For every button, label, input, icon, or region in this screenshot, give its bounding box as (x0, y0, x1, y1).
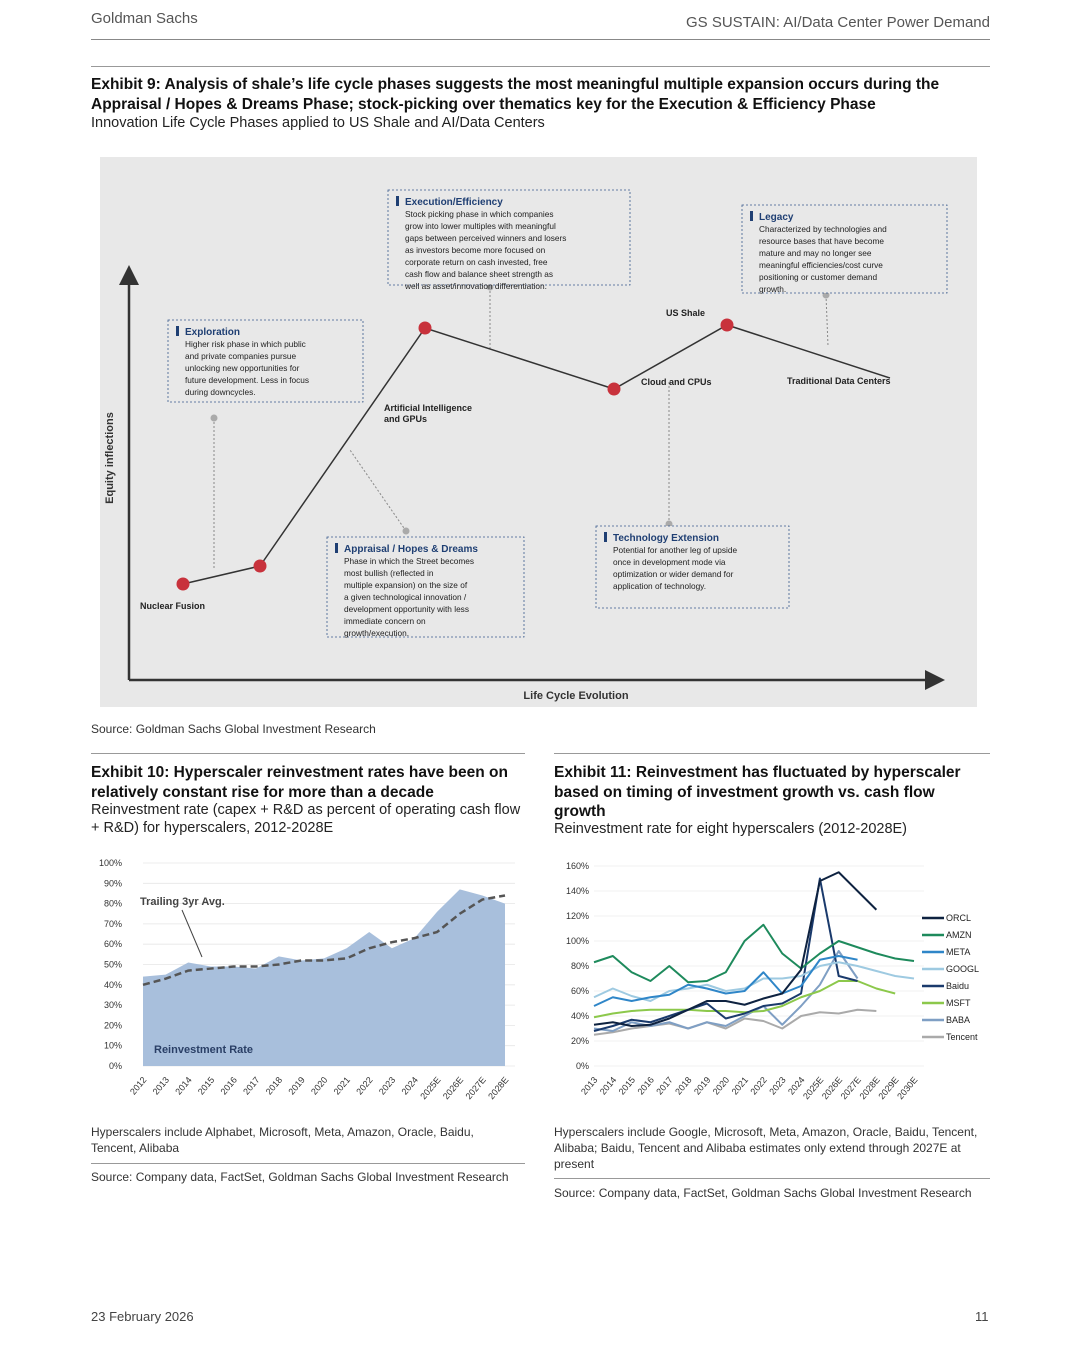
x-tick-label: 2019 (691, 1074, 713, 1097)
legend-label: MSFT (946, 998, 971, 1008)
box-marker (176, 326, 179, 336)
exhibit11-source-rule (554, 1178, 990, 1179)
legacy-box (742, 205, 947, 294)
x-tick-label: 2021 (729, 1074, 751, 1097)
exhibit11-source: Source: Company data, FactSet, Goldman Sachs Global Investment Research (554, 1186, 972, 1200)
execution-box (388, 190, 630, 291)
legend-label: AMZN (946, 930, 972, 940)
trailing-avg-label: Trailing 3yr Avg. (140, 896, 225, 908)
y-tick-label: 100% (565, 936, 589, 946)
box-title: Legacy (759, 212, 794, 223)
legend-label: ORCL (946, 913, 972, 923)
x-tick-label: 2012 (127, 1074, 149, 1097)
exhibit10-subtitle: Reinvestment rate (capex + R&D as percent of operating cash flow + R&D) for hyperscalers, 2012-2028E (91, 802, 521, 836)
box-title: Execution/Efficiency (405, 197, 503, 208)
x-tick-label: 2015 (195, 1074, 217, 1097)
cloud-cpus-label: Cloud and CPUs (641, 377, 712, 387)
x-tick-label: 2028E (857, 1074, 882, 1102)
exhibit10-source-rule (91, 1163, 525, 1164)
series-line-amzn (594, 925, 914, 983)
x-tick-label: 2027E (838, 1074, 864, 1102)
x-tick-label: 2021 (331, 1074, 353, 1097)
exploration-anchor-dot (211, 415, 218, 422)
x-tick-label: 2025E (418, 1074, 443, 1102)
x-tick-label: 2027E (463, 1074, 488, 1102)
exhibit11-subtitle: Reinvestment rate for eight hyperscalers (2012-2028E) (554, 821, 908, 837)
y-tick-label: 40% (103, 979, 122, 990)
x-tick-label: 2028E (486, 1074, 511, 1102)
y-tick-label: 10% (103, 1040, 122, 1051)
box-marker (604, 532, 607, 542)
y-tick-label: 80% (103, 898, 122, 909)
reinvestment-area (143, 889, 505, 1066)
y-tick-label: 20% (103, 1020, 122, 1031)
exhibit9-title: Exhibit 9: Analysis of shale’s life cycle phases suggests the most meaningful multiple expansion occurs during the Appraisal / Hopes & Dreams Phase; stock-picking over thematics key for the Execution & Efficiency Phase (91, 76, 940, 113)
nuclear-fusion-label: Nuclear Fusion (140, 601, 206, 611)
x-tick-label: 2013 (578, 1074, 600, 1097)
x-tick-label: 2024 (786, 1074, 807, 1097)
x-tick-label: 2016 (635, 1074, 657, 1097)
legend-label: Baidu (946, 981, 970, 991)
y-tick-label: 80% (570, 961, 589, 971)
ai-gpus-label: Artificial Intelligence and GPUs (384, 403, 473, 424)
pre-ai-point (254, 560, 267, 573)
y-tick-label: 70% (103, 918, 122, 929)
y-tick-label: 60% (570, 986, 589, 996)
y-tick-label: 0% (108, 1061, 122, 1071)
exhibit11-title: Exhibit 11: Reinvestment has fluctuated by hyperscaler based on timing of investment growth vs. cash flow growth (554, 764, 961, 820)
exhibit11-note: Hyperscalers include Google, Microsoft, Meta, Amazon, Oracle, Baidu, Tencent, Alibaba; Baidu, Tencent and Alibaba estimates only extend through 2027E at present (554, 1125, 978, 1171)
footer-date: 23 February 2026 (91, 1309, 194, 1324)
box-body: Characterized by technologies and resource bases that have become mature and may no longer see meaningful efficiencies/cost curve positioning or customer demand growth. (759, 224, 887, 294)
y-tick-label: 0% (575, 1061, 589, 1071)
appraisal-anchor-dot (403, 528, 410, 535)
x-tick-label: 2015 (616, 1074, 638, 1097)
cloud-cpus-point (608, 383, 621, 396)
appraisal-box (327, 537, 524, 638)
x-tick-label: 2022 (748, 1074, 769, 1097)
exhibit9-source: Source: Goldman Sachs Global Investment Research (91, 722, 376, 736)
y-tick-label: 160% (565, 861, 589, 871)
exhibit11-top-rule (554, 753, 990, 754)
x-tick-label: 2018 (263, 1074, 285, 1097)
y-tick-label: 30% (103, 1000, 122, 1011)
legend-label: GOOGL (946, 964, 980, 974)
legend-label: Tencent (946, 1032, 978, 1042)
page-number: 11 (975, 1309, 989, 1324)
traditional-dc-label: Traditional Data Centers (787, 376, 891, 386)
x-tick-label: 2029E (876, 1074, 901, 1102)
y-tick-label: 140% (565, 886, 589, 896)
exhibit10-note: Hyperscalers include Alphabet, Microsoft, Meta, Amazon, Oracle, Baidu, Tencent, Alibaba (91, 1125, 474, 1155)
legend-label: META (946, 947, 971, 957)
y-tick-label: 120% (565, 911, 589, 921)
exploration-box (168, 320, 363, 402)
legacy-connector (826, 295, 828, 346)
exhibit10-top-rule (91, 753, 525, 754)
x-tick-label: 2025E (801, 1074, 826, 1102)
box-body: Higher risk phase in which public and private companies pursue unlocking new opportunities for future development. Less in focus during downcycles. (185, 339, 310, 397)
x-tick-label: 2019 (286, 1074, 307, 1097)
x-tick-label: 2030E (895, 1074, 920, 1102)
box-marker (396, 196, 399, 206)
legend-label: BABA (946, 1015, 971, 1025)
series-line-meta (594, 956, 858, 1006)
box-marker (335, 543, 338, 553)
exhibit9-subtitle: Innovation Life Cycle Phases applied to US Shale and AI/Data Centers (91, 115, 545, 131)
extension-box (596, 526, 789, 608)
reinvestment-area-chart (91, 850, 525, 1110)
x-tick-label: 2026E (819, 1074, 845, 1102)
trailing-avg-pointer (182, 910, 202, 957)
reinvestment-rate-label: Reinvestment Rate (154, 1044, 254, 1056)
x-tick-label: 2022 (354, 1074, 375, 1097)
y-tick-label: 40% (570, 1011, 589, 1021)
box-title: Appraisal / Hopes & Dreams (344, 544, 478, 555)
x-tick-label: 2014 (173, 1074, 194, 1097)
x-tick-label: 2020 (308, 1074, 330, 1097)
us-shale-label: US Shale (666, 308, 706, 318)
ai-gpus-point (419, 322, 432, 335)
box-title: Technology Extension (613, 533, 719, 544)
y-tick-label: 60% (103, 939, 122, 950)
x-tick-label: 2017 (654, 1074, 675, 1097)
x-tick-label: 2014 (597, 1074, 619, 1097)
x-tick-label: 2023 (767, 1074, 788, 1097)
exhibit10-source: Source: Company data, FactSet, Goldman Sachs Global Investment Research (91, 1170, 509, 1184)
y-axis-label: Equity inflections (104, 412, 116, 504)
x-tick-label: 2013 (150, 1074, 172, 1097)
y-tick-label: 20% (570, 1036, 589, 1046)
x-tick-label: 2023 (376, 1074, 398, 1097)
x-tick-label: 2026E (440, 1074, 466, 1102)
exhibit10-title: Exhibit 10: Hyperscaler reinvestment rates have been on relatively constant rise for more than a decade (91, 764, 508, 801)
x-tick-label: 2020 (710, 1074, 732, 1097)
box-body: Stock picking phase in which companies grow into lower multiples with meaningful gaps between perceived winners and losers as investors become more focused on corporate return on cash invested, free cash flow and balance sheet strength as well as asset/innovation differentiation. (405, 209, 567, 291)
x-tick-label: 2024 (399, 1074, 421, 1097)
box-body: Phase in which the Street becomes most bullish (reflected in multiple expansion) on the size of a given technological innovation / development opportunity with less immediate concern on growth/execution. (344, 556, 475, 638)
x-tick-label: 2018 (673, 1074, 694, 1097)
x-tick-label: 2016 (218, 1074, 240, 1097)
appraisal-connector (350, 450, 406, 531)
nuclear-fusion-point (177, 578, 190, 591)
x-axis-label: Life Cycle Evolution (523, 690, 629, 702)
box-marker (750, 211, 753, 221)
report-title: GS SUSTAIN: AI/Data Center Power Demand (685, 14, 990, 31)
y-tick-label: 100% (98, 858, 122, 868)
box-body: Potential for another leg of upside once in development mode via optimization or wider demand for application of technology. (613, 545, 738, 591)
x-tick-label: 2017 (241, 1074, 262, 1097)
brand-name: Goldman Sachs (91, 10, 198, 27)
hyperscaler-line-chart (554, 852, 990, 1102)
us-shale-point (721, 319, 734, 332)
y-tick-label: 90% (103, 878, 122, 889)
y-tick-label: 50% (103, 959, 122, 970)
box-title: Exploration (185, 327, 241, 338)
